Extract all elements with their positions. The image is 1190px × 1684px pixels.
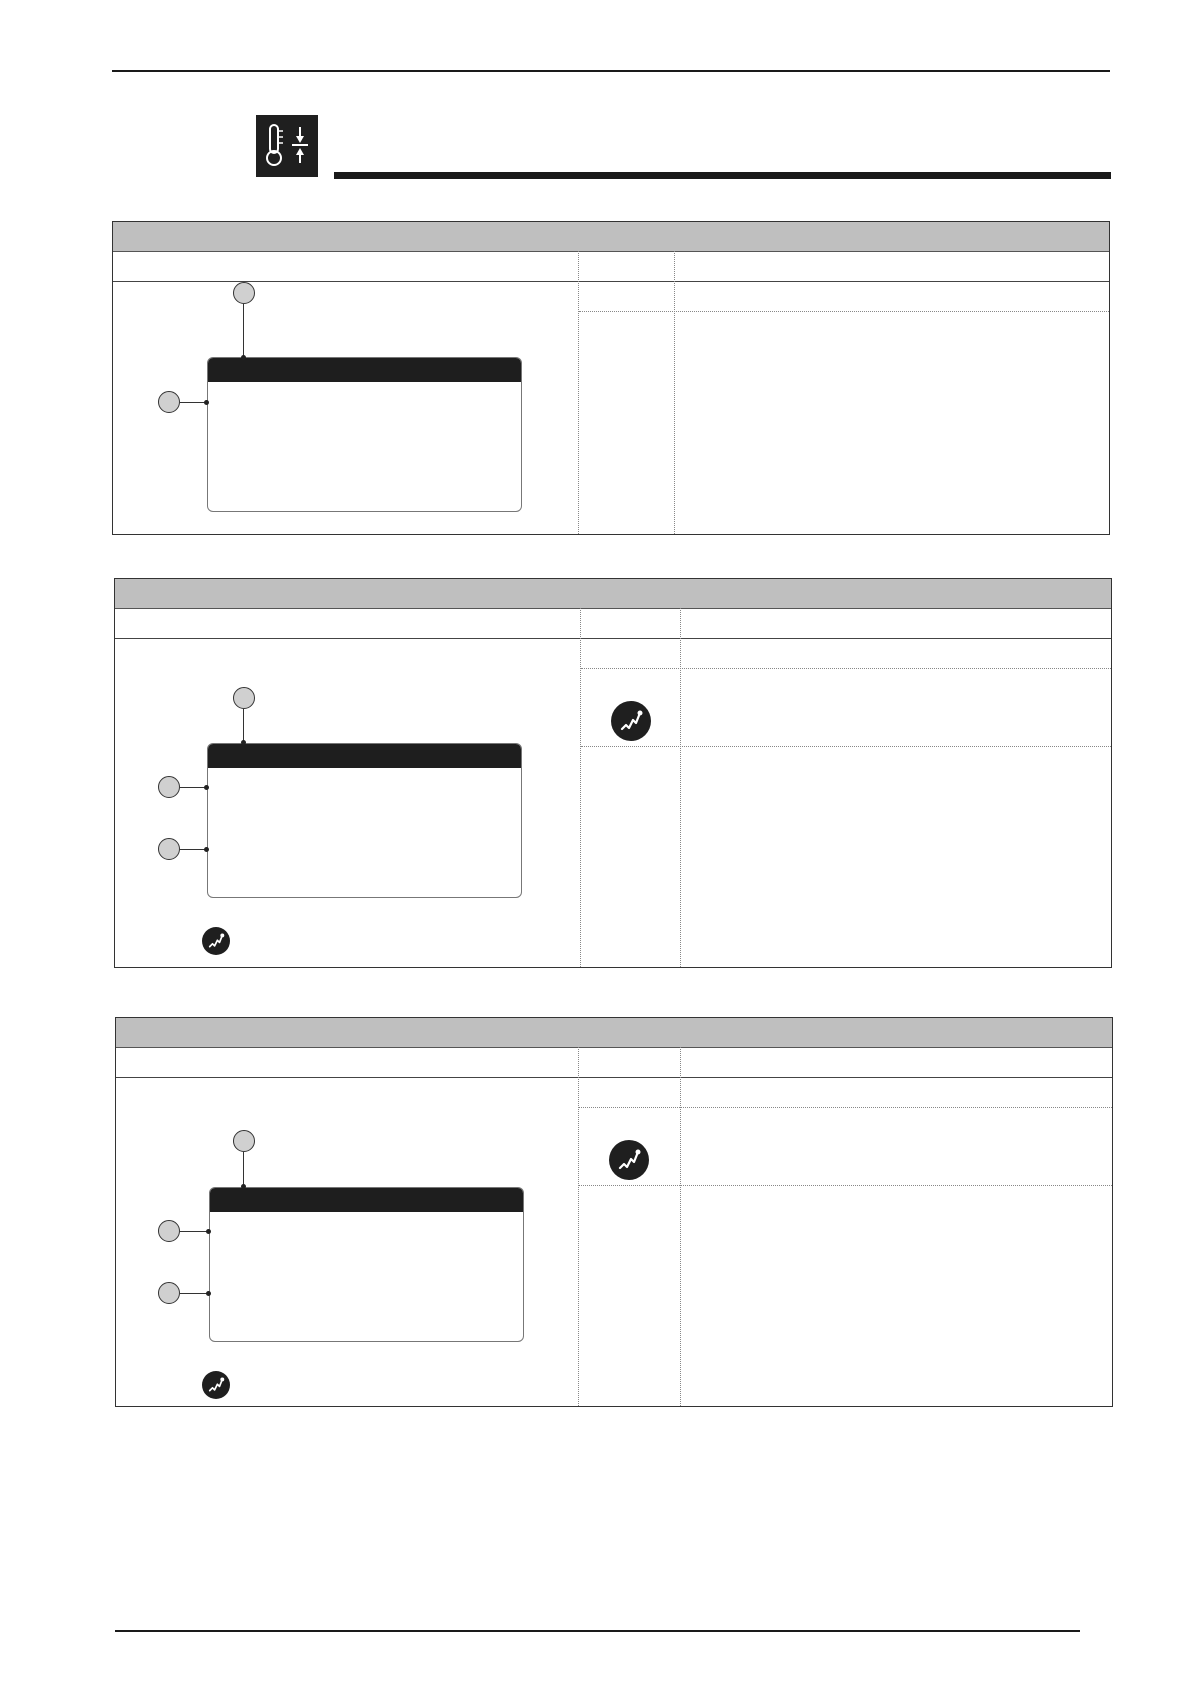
panel-2-col-symbol [581,608,681,638]
leader-dot [204,847,209,852]
panel-2-row-divider-2 [581,746,1111,747]
leader-line [243,304,244,360]
panel-2-divider-b [680,608,681,967]
top-rule [112,70,1110,72]
panel-1-column-headers [113,251,1109,282]
panel-3-row-divider-1 [579,1107,1112,1108]
panel-1-row-divider-1 [579,311,1109,312]
panel-3-title [116,1018,1112,1048]
panel-2-title [115,579,1111,609]
bottom-rule [115,1630,1080,1632]
leader-dot [204,400,209,405]
thermometer-pressure-icon [256,115,318,177]
panel-3-col-description [681,1047,1112,1077]
panel-1 [112,221,1110,535]
panel-1-divider-a [578,251,579,534]
callout-marker [233,687,255,709]
panel-3-row-divider-2 [579,1185,1112,1186]
title-bar [334,172,1111,179]
panel-1-col-description [675,251,1109,281]
leader-dot [206,1291,211,1296]
lcd-title-bar [208,744,521,768]
service-tool-icon [202,927,230,955]
leader-dot [241,740,246,745]
panel-1-divider-b [674,251,675,534]
panel-1-col-symbol [579,251,675,281]
lcd-display [207,357,522,512]
leader-line [180,787,207,788]
leader-line [180,1231,209,1232]
lcd-display [209,1187,524,1342]
callout-marker [233,282,255,304]
panel-1-title [113,222,1109,252]
panel-2 [114,578,1112,968]
panel-3-divider-b [680,1047,681,1406]
callout-marker [158,838,180,860]
service-tool-icon [202,1371,230,1399]
panel-3-col-symbol [579,1047,681,1077]
leader-line [180,1293,209,1294]
panel-3-column-headers [116,1047,1112,1078]
panel-1-col-display [113,251,579,281]
leader-line [180,849,207,850]
panel-3-col-display [116,1047,579,1077]
lcd-title-bar [208,358,521,382]
leader-dot [241,355,246,360]
panel-3-divider-a [578,1047,579,1406]
callout-marker [158,776,180,798]
panel-3 [115,1017,1113,1407]
leader-dot [241,1184,246,1189]
leader-dot [206,1229,211,1234]
lcd-title-bar [210,1188,523,1212]
leader-dot [204,785,209,790]
lcd-display [207,743,522,898]
callout-marker [158,1282,180,1304]
callout-marker [233,1130,255,1152]
panel-2-divider-a [580,608,581,967]
panel-2-col-description [681,608,1111,638]
service-tool-icon [609,1140,649,1180]
service-tool-icon [611,701,651,741]
panel-2-row-divider-1 [581,668,1111,669]
callout-marker [158,391,180,413]
panel-2-column-headers [115,608,1111,639]
callout-marker [158,1220,180,1242]
leader-line [180,402,207,403]
panel-2-col-display [115,608,581,638]
